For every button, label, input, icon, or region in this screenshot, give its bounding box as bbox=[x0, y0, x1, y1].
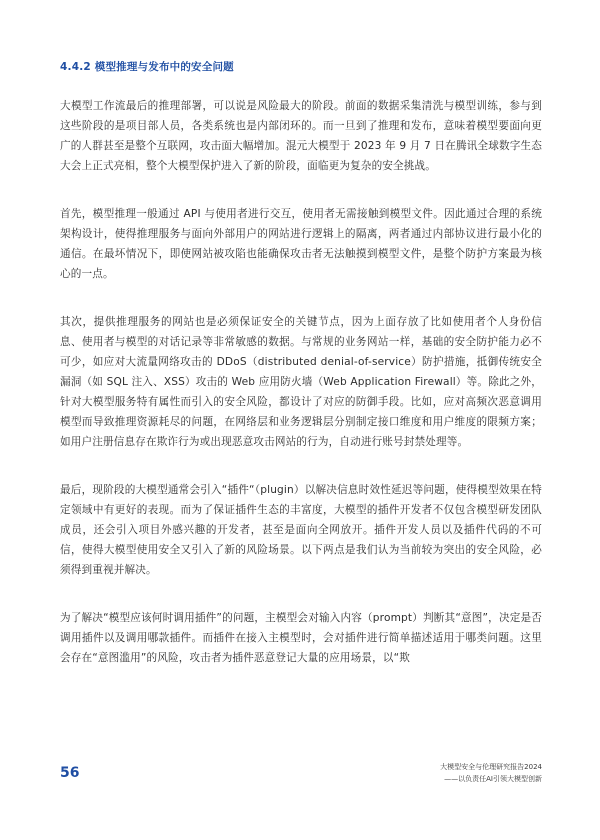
page-number: 56 bbox=[60, 765, 80, 781]
paragraph-api-isolation: 首先，模型推理一般通过 API 与使用者进行交互，使用者无需接触到模型文件。因此通过合理的系统架构设计，使得推理服务与面向外部用户的网站进行逻辑上的隔离，两者通过内部协议进行最小化的通信。在最坏情况下，即使网站被攻陷也能确保攻击者无法触摸到模型文件，是整个防护方案最为核心的一点。 bbox=[60, 208, 542, 280]
footer-report-title: 大模型安全与伦理研究报告2024 bbox=[440, 763, 542, 771]
body-text bbox=[60, 96, 542, 696]
footer-report-subtitle: ——以负责任AI引领大模型创新 bbox=[444, 775, 542, 783]
paragraph-intent-abuse: 为了解决“模型应该何时调用插件”的问题，主模型会对输入内容（prompt）判断其“意图”，决定是否调用插件以及调用哪款插件。而插件在接入主模型时，会对插件进行简单描述适用于哪类问题。这里会存在“意图滥用”的风险，攻击者为插件恶意登记大量的应用场景，以“欺 bbox=[60, 612, 542, 664]
paragraph-plugin-risk: 最后，现阶段的大模型通常会引入“插件“（plugin）以解决信息时效性延迟等问题，使得模型效果在特定领域中有更好的表现。而为了保证插件生态的丰富度，大模型的插件开发者不仅包含模型研发团队成员，还会引入项目外感兴趣的开发者，甚至是面向全网放开。插件开发人员以及插件代码的不可信，使得大模型使用安全又引入了新的风险场景。以下两点是我们认为当前较为突出的安全风险，必须得到重视并解决。 bbox=[60, 484, 542, 576]
section-heading: 4.4.2 模型推理与发布中的安全问题 bbox=[60, 61, 234, 73]
paragraph-inference-risk: 大模型工作流最后的推理部署，可以说是风险最大的阶段。前面的数据采集清洗与模型训练，参与到这些阶段的是项目部人员，各类系统也是内部闭环的。而一旦到了推理和发布，意味着模型要面向更广的人群甚至是整个互联网，攻击面大幅增加。混元大模型于 2023 年 9 月 7 日在腾讯全球数字生态大会上正式亮相，整个大模型保护进入了新的阶段，面临更为复杂的安全挑战。 bbox=[60, 100, 542, 172]
paragraph-website-security: 其次，提供推理服务的网站也是必须保证安全的关键节点，因为上面存放了比如使用者个人身份信息、使用者与模型的对话记录等非常敏感的数据。与常规的业务网站一样，基础的安全防护能力必不可少，如应对大流量网络攻击的 DDoS（distributed denial-of-service）防护措施，抵御传统安全漏洞（如 SQL 注入、XSS）攻击的 Web 应用防火墙（Web Application Firewall）等。除此之外，针对大模型服务特有属性而引入的安全风险，都设计了对应的防御手段。比如，应对高频次恶意调用模型而导致推理资源耗尽的问题，在网络层和业务逻辑层分别制定接口维度和用户维度的限频方案；如用户注册信息存在欺诈行为或出现恶意攻击网站的行为，自动进行账号封禁处理等。 bbox=[60, 316, 542, 448]
